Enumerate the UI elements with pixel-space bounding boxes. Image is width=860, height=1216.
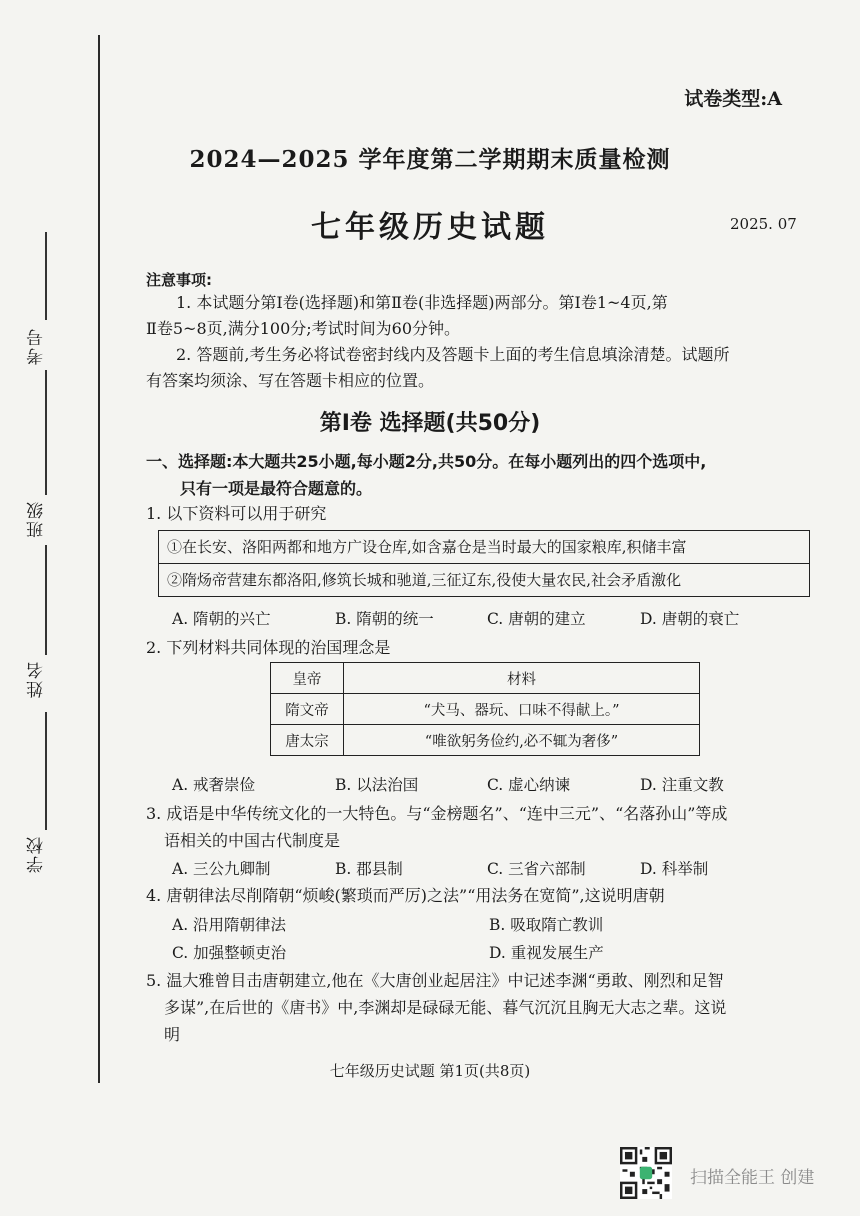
notice-item-1: [146, 290, 796, 342]
table-cell-material: “唯欲躬务俭约,必不辄为奢侈”: [344, 725, 700, 756]
q2-option-d[interactable]: D. 注重文教: [640, 776, 724, 794]
q4-option-c[interactable]: C. 加强整顿吏治: [172, 944, 287, 962]
notice-item-2: [146, 342, 796, 394]
q1-option-a[interactable]: A. 隋朝的兴亡: [172, 610, 271, 628]
q3-option-a[interactable]: A. 三公九卿制: [172, 860, 271, 878]
q5-stem: [146, 967, 806, 1048]
scanner-watermark: 扫描全能王 创建: [690, 1168, 815, 1188]
q1-option-c[interactable]: C. 唐朝的建立: [487, 610, 586, 628]
q5-stem-line-1: 5. 温大雅曾目击唐朝建立,他在《大唐创业起居注》中记述李渊“勇敢、刚烈和足智: [146, 971, 724, 990]
q1-option-b[interactable]: B. 隋朝的统一: [335, 610, 434, 628]
q1-material-box: [158, 530, 810, 597]
part-intro-line-1: 一、选择题:本大题共25小题,每小题2分,共50分。在每小题列出的四个选项中,: [146, 452, 707, 471]
q2-option-b[interactable]: B. 以法治国: [335, 776, 419, 794]
school-blank: [45, 712, 47, 830]
q4-option-d[interactable]: D. 重视发展生产: [489, 944, 604, 962]
q3-stem-line-2: 语相关的中国古代制度是: [164, 831, 341, 850]
notice-item-1-line-2: Ⅱ卷5~8页,满分100分;考试时间为60分钟。: [146, 319, 461, 338]
q3-stem-line-1: 3. 成语是中华传统文化的一大特色。与“金榜题名”、“连中三元”、“名落孙山”等成: [146, 804, 728, 823]
notice-item-1-line-1: 1. 本试题分第Ⅰ卷(选择题)和第Ⅱ卷(非选择题)两部分。第Ⅰ卷1~4页,第: [176, 293, 668, 312]
q2-option-a[interactable]: A. 戒奢崇俭: [172, 776, 256, 794]
page-footer: 七年级历史试题 第1页(共8页): [329, 1062, 531, 1080]
school-label: 学校: [27, 835, 47, 873]
table-header-material: 材料: [344, 663, 700, 694]
part-intro: [146, 448, 806, 502]
exam-subtitle: 七年级历史试题: [311, 210, 549, 245]
q2-option-c[interactable]: C. 虚心纳谏: [487, 776, 571, 794]
table-row: [271, 725, 700, 756]
exam-title: 2024—2025 学年度第二学期期末质量检测: [189, 146, 671, 173]
q3-option-b[interactable]: B. 郡县制: [335, 860, 403, 878]
q1-material-2: ②隋炀帝营建东都洛阳,修筑长城和驰道,三征辽东,役使大量农民,社会矛盾激化: [159, 563, 809, 596]
part-intro-line-2: 只有一项是最符合题意的。: [180, 479, 373, 498]
q3-stem: [146, 800, 806, 854]
table-header-row: [271, 663, 700, 694]
class-label: 班级: [27, 500, 47, 538]
qr-code-icon: [620, 1147, 672, 1199]
q1-material-1: ①在长安、洛阳两都和地方广设仓库,如含嘉仓是当时最大的国家粮库,积储丰富: [167, 538, 687, 556]
notice-item-2-line-2: 有答案均须涂、写在答题卡相应的位置。: [146, 371, 435, 390]
binding-line: [98, 35, 100, 1083]
q2-stem: 2. 下列材料共同体现的治国理念是: [146, 638, 391, 657]
paper-type: 试卷类型:A: [684, 88, 782, 110]
q5-stem-line-3: 明: [164, 1025, 181, 1044]
notice-heading: 注意事项:: [146, 271, 212, 289]
q2-table: [270, 662, 700, 756]
q1-stem: 1. 以下资料可以用于研究: [146, 504, 327, 523]
exam-date: 2025. 07: [730, 215, 797, 233]
q3-option-d[interactable]: D. 科举制: [640, 860, 709, 878]
q4-option-b[interactable]: B. 吸取隋亡教训: [489, 916, 604, 934]
q3-option-c[interactable]: C. 三省六部制: [487, 860, 586, 878]
table-cell-material: “犬马、器玩、口味不得献上。”: [344, 694, 700, 725]
q4-stem: 4. 唐朝律法尽削隋朝“烦峻(繁琐而严厉)之法”“用法务在宽简”,这说明唐朝: [146, 886, 665, 905]
name-blank: [45, 545, 47, 655]
table-row: [271, 694, 700, 725]
q4-option-a[interactable]: A. 沿用隋朝律法: [172, 916, 287, 934]
name-label: 姓名: [27, 660, 47, 698]
q1-option-d[interactable]: D. 唐朝的衰亡: [640, 610, 740, 628]
table-cell-emperor: 唐太宗: [271, 725, 344, 756]
notice-item-2-line-1: 2. 答题前,考生务必将试卷密封线内及答题卡上面的考生信息填涂清楚。试题所: [176, 345, 730, 364]
table-cell-emperor: 隋文帝: [271, 694, 344, 725]
section-title: 第Ⅰ卷 选择题(共50分): [319, 411, 541, 436]
exam-no-label: 考号: [27, 327, 47, 365]
table-header-emperor: 皇帝: [271, 663, 344, 694]
q5-stem-line-2: 多谋”,在后世的《唐书》中,李渊却是碌碌无能、暮气沉沉且胸无大志之辈。这说: [164, 998, 727, 1017]
